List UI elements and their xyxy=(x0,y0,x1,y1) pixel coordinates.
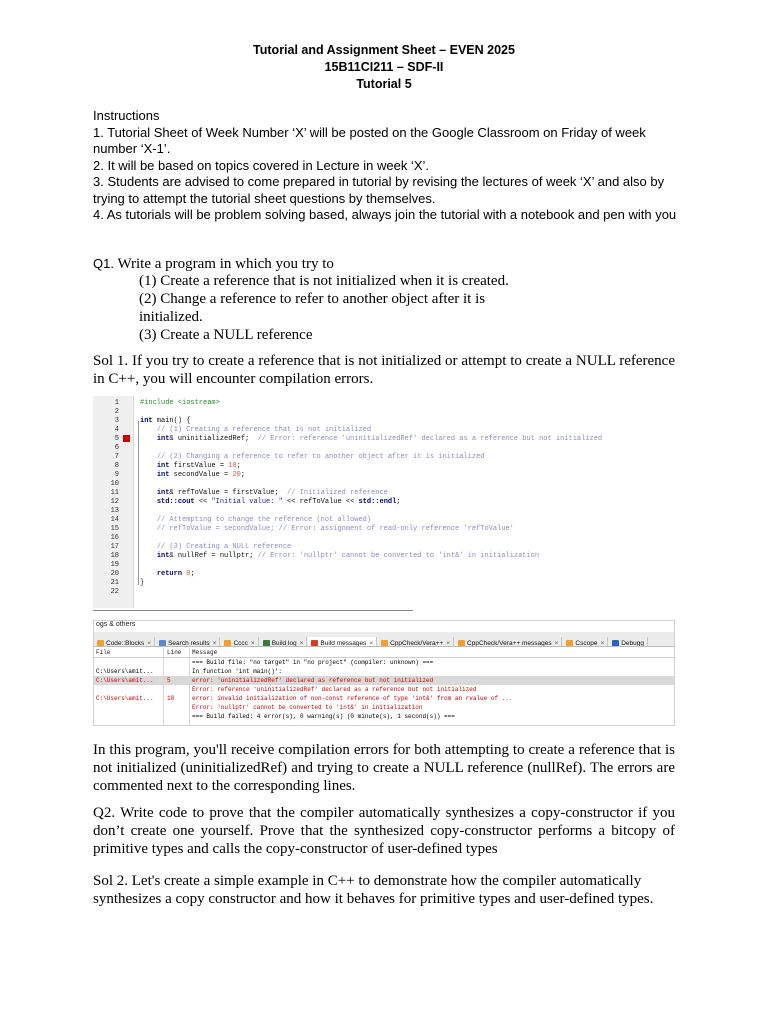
question-1-item: (2) Change a reference to refer to another object after it is xyxy=(139,291,486,307)
question-2: Q2. Write code to prove that the compiler automatically synthesizes a copy-constructor if you don’t create one yourself. Prove that the synthesized copy-constructor performs a bitcopy of primitive types and calls the copy-constructor of user-defined types xyxy=(93,805,675,857)
document-icon xyxy=(97,640,104,647)
solution-1-intro: Sol 1. If you try to create a reference that is not initialized or attempt to create a NULL reference in C++, you will encounter compilation errors. xyxy=(93,353,675,387)
table-row[interactable] xyxy=(94,667,674,676)
close-icon[interactable]: × xyxy=(554,640,559,647)
code-line xyxy=(93,480,675,489)
message-cell: error: 'uninitializedRef' declared as reference but not initialized xyxy=(192,677,434,684)
tab-build-messages[interactable]: Build messages × xyxy=(308,637,377,647)
tab-debugger[interactable]: Debugg xyxy=(609,637,648,647)
line-number: 2 xyxy=(114,408,119,416)
code-line xyxy=(93,588,675,597)
code-text: // refToValue = secondValue; // Error: assignment of read-only reference 'refToValue' xyxy=(156,525,514,533)
code-text: // Attempting to change the reference (not allowed) xyxy=(156,516,372,524)
code-line xyxy=(93,552,675,561)
code-line xyxy=(93,507,675,516)
code-text: int& uninitializedRef; // Error: reference 'uninitializedRef' declared as a reference but not initialized xyxy=(156,435,603,443)
question-1-items xyxy=(139,272,679,344)
column-header-file[interactable]: File xyxy=(96,649,111,656)
code-line xyxy=(93,516,675,525)
code-line xyxy=(93,561,675,570)
column-header-message[interactable]: Message xyxy=(192,649,218,656)
message-cell: Error: 'nullptr' cannot be converted to 'int&' in initialization xyxy=(192,704,423,711)
code-line xyxy=(93,426,675,435)
table-header xyxy=(94,648,674,658)
file-cell: C:\Users\amit... xyxy=(96,677,154,684)
code-text: #include <iostream> xyxy=(140,399,220,407)
message-cell: error: invalid initialization of non-const reference of type 'int&' from an rvalue of ... xyxy=(192,695,513,702)
line-number: 20 xyxy=(110,570,119,578)
code-editor-screenshot xyxy=(93,396,675,608)
line-number: 10 xyxy=(110,480,119,488)
close-icon[interactable]: × xyxy=(299,640,304,647)
line-number: 14 xyxy=(110,516,119,524)
build-messages-table xyxy=(94,648,674,721)
code-line xyxy=(93,453,675,462)
message-cell: Error: reference 'uninitializedRef' declared as a reference but not initialized xyxy=(192,686,477,693)
code-line xyxy=(93,543,675,552)
line-cell: 18 xyxy=(167,695,175,702)
code-line xyxy=(93,525,675,534)
close-icon[interactable]: × xyxy=(212,640,217,647)
column-header-line[interactable]: Line xyxy=(167,649,182,656)
editor-divider xyxy=(93,610,413,611)
line-number: 16 xyxy=(110,534,119,542)
code-text: // (3) Creating a NULL reference xyxy=(156,543,292,551)
table-row[interactable] xyxy=(94,676,674,685)
tab-build-log[interactable]: Build log × xyxy=(260,637,308,647)
instruction-item: 4. As tutorials will be problem solving based, always join the tutorial with a notebook and pen with you xyxy=(93,207,677,222)
table-row[interactable] xyxy=(94,703,674,712)
code-text: int main() { xyxy=(140,417,191,425)
line-number: 19 xyxy=(110,561,119,569)
file-cell: C:\Users\amit... xyxy=(96,668,154,675)
line-number: 4 xyxy=(114,426,119,434)
close-icon[interactable]: × xyxy=(446,640,451,647)
question-1-prefix: Q1. xyxy=(93,256,114,271)
line-number: 7 xyxy=(114,453,119,461)
code-text: } xyxy=(140,579,145,587)
table-row[interactable] xyxy=(94,694,674,703)
tab-cppcheck-messages[interactable]: CppCheck/Vera++ messages × xyxy=(455,637,562,647)
file-cell: C:\Users\amit... xyxy=(96,695,154,702)
line-number: 11 xyxy=(110,489,119,497)
message-cell: In function 'int main()': xyxy=(192,668,283,675)
tab-cccc[interactable]: Cccc × xyxy=(221,637,258,647)
document-icon xyxy=(224,640,231,647)
tab-cscope[interactable]: Cscope × xyxy=(563,637,608,647)
code-text: // (2) Changing a reference to refer to another object after it is initialized xyxy=(156,453,485,461)
question-1 xyxy=(93,255,683,273)
code-text: int firstValue = 10; xyxy=(156,462,241,470)
close-icon[interactable]: × xyxy=(147,640,152,647)
document-icon xyxy=(566,640,573,647)
code-line xyxy=(93,462,675,471)
message-cell: === Build failed: 4 error(s), 0 warning(s) (0 minute(s), 1 second(s)) === xyxy=(192,713,455,720)
line-number: 12 xyxy=(110,498,119,506)
line-number: 3 xyxy=(114,417,119,425)
code-line xyxy=(93,408,675,417)
tutorial-number: Tutorial 5 xyxy=(356,77,412,91)
code-line xyxy=(93,570,675,579)
code-line xyxy=(93,417,675,426)
logs-caption: ogs & others xyxy=(96,621,136,628)
gear-icon xyxy=(263,640,270,647)
document-icon xyxy=(458,640,465,647)
code-line xyxy=(93,534,675,543)
solution-2-intro: Sol 2. Let's create a simple example in C++ to demonstrate how the compiler automatically synthesizes a copy constructor and how it behaves for primitive types and user-defined types. xyxy=(93,873,654,907)
code-line xyxy=(93,489,675,498)
code-line xyxy=(93,399,675,408)
sheet-title: Tutorial and Assignment Sheet – EVEN 2025 xyxy=(253,43,515,57)
close-icon[interactable]: × xyxy=(250,640,255,647)
line-number: 17 xyxy=(110,543,119,551)
question-1-item: (3) Create a NULL reference xyxy=(139,327,313,343)
instruction-item: 3. Students are advised to come prepared in tutorial by revising the lectures of week ‘X’ and also by trying to attempt the tutorial sheet questions by themselves. xyxy=(93,174,665,206)
log-tabs xyxy=(94,632,674,647)
build-messages-icon xyxy=(311,640,318,647)
instructions-block xyxy=(93,108,683,224)
code-text: int& refToValue = firstValue; // Initialized reference xyxy=(156,489,388,497)
line-number: 13 xyxy=(110,507,119,515)
build-log-panel xyxy=(93,620,675,726)
line-number: 5 xyxy=(114,435,119,443)
line-number: 9 xyxy=(114,471,119,479)
code-text: return 0; xyxy=(156,570,195,578)
code-text: int& nullRef = nullptr; // Error: 'nullptr' cannot be converted to 'int&' in initialization xyxy=(156,552,540,560)
line-cell: 5 xyxy=(167,677,171,684)
code-line xyxy=(93,435,675,444)
code-line xyxy=(93,579,675,588)
code-line xyxy=(93,444,675,453)
code-text: int secondValue = 20; xyxy=(156,471,246,479)
course-code: 15B11CI211 – SDF-II xyxy=(324,60,444,74)
tab-cppcheck[interactable]: CppCheck/Vera++ × xyxy=(378,637,454,647)
line-number: 6 xyxy=(114,444,119,452)
table-row[interactable] xyxy=(94,658,674,667)
table-row[interactable] xyxy=(94,685,674,694)
line-number: 22 xyxy=(110,588,119,596)
question-1-item: initialized. xyxy=(139,309,203,325)
tab-search-results[interactable]: Search results × xyxy=(156,637,220,647)
question-1-text: Write a program in which you try to xyxy=(113,256,334,272)
line-number: 15 xyxy=(110,525,119,533)
message-cell: === Build file: "no target" in "no project" (compiler: unknown) === xyxy=(192,659,434,666)
line-number: 1 xyxy=(114,399,119,407)
code-line xyxy=(93,471,675,480)
line-number: 21 xyxy=(110,579,119,587)
document-icon xyxy=(381,640,388,647)
code-text: // (1) Creating a reference that is not initialized xyxy=(156,426,372,434)
instructions-heading: Instructions xyxy=(93,108,160,123)
search-icon xyxy=(159,640,166,647)
tab-codeblocks[interactable]: Code::Blocks × xyxy=(94,637,155,647)
table-row[interactable] xyxy=(94,712,674,721)
close-icon[interactable]: × xyxy=(600,640,605,647)
line-number: 8 xyxy=(114,462,119,470)
code-text: std::cout << "Initial value: " << refToValue << std::endl; xyxy=(156,498,401,506)
code-line xyxy=(93,498,675,507)
debug-icon xyxy=(612,640,619,647)
close-icon[interactable]: × xyxy=(369,640,374,647)
instruction-item: 1. Tutorial Sheet of Week Number ‘X’ will be posted on the Google Classroom on Friday of week number ‘X-1’. xyxy=(93,124,646,156)
line-number: 18 xyxy=(110,552,119,560)
question-1-item: (1) Create a reference that is not initialized when it is created. xyxy=(139,273,509,289)
instruction-item: 2. It will be based on topics covered in Lecture in week ‘X’. xyxy=(93,157,430,173)
solution-1-explanation: In this program, you'll receive compilation errors for both attempting to create a reference that is not initialized (uninitializedRef) and trying to create a NULL reference (nullRef). The errors are commented next to the corresponding lines. xyxy=(93,742,675,794)
